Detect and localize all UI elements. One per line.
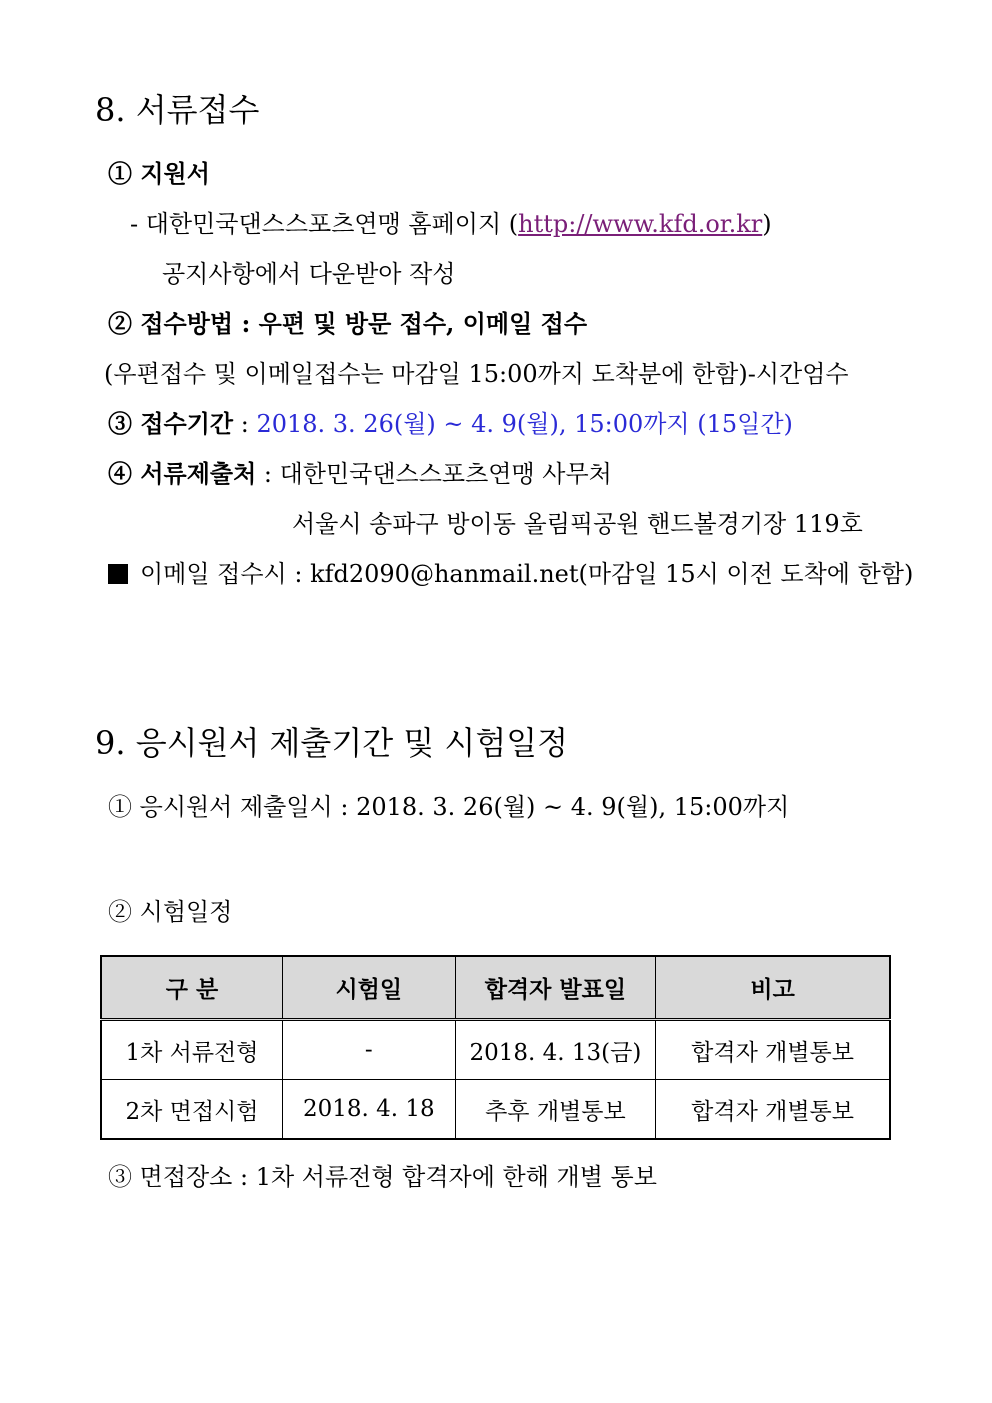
- cell-exam-date: -: [282, 1020, 455, 1080]
- table-row: [101, 1020, 890, 1080]
- header-remarks: 비고: [656, 956, 890, 1020]
- submission-period-value: 2018. 3. 26(월) ~ 4. 9(월), 15:00까지 (15일간): [256, 410, 793, 438]
- submission-period-sep: :: [233, 410, 257, 438]
- submission-note: (우편접수 및 이메일접수는 마감일 15:00까지 도착분에 한함)-시간엄수: [104, 360, 849, 388]
- submission-place-value: : 대한민국댄스스포츠연맹 사무처: [256, 460, 612, 488]
- item-submission-place: [108, 457, 612, 491]
- header-category: 구 분: [101, 956, 282, 1020]
- homepage-prefix: - 대한민국댄스스포츠연맹 홈페이지 (: [130, 210, 519, 238]
- item-interview-location: ③ 면접장소 : 1차 서류전형 합격자에 한해 개별 통보: [108, 1163, 657, 1191]
- homepage-suffix: ): [762, 210, 772, 238]
- cell-announcement-date: 추후 개별통보: [455, 1080, 656, 1140]
- homepage-line: [130, 207, 772, 241]
- cell-category: 1차 서류전형: [101, 1020, 282, 1080]
- section9-title: 9. 응시원서 제출기간 및 시험일정: [95, 724, 569, 762]
- item-application-form: ① 지원서: [108, 159, 210, 188]
- email-line: [108, 557, 913, 591]
- table-header-row: [101, 956, 890, 1020]
- section8-title: 8. 서류접수: [95, 91, 260, 129]
- item-submission-method: ② 접수방법 : 우편 및 방문 접수, 이메일 접수: [108, 309, 588, 338]
- header-announcement-date: 합격자 발표일: [455, 956, 656, 1020]
- cell-category: 2차 면접시험: [101, 1080, 282, 1140]
- submission-period-label: ③ 접수기간: [108, 409, 234, 438]
- office-address: 서울시 송파구 방이동 올림픽공원 핸드볼경기장 119호: [292, 510, 863, 538]
- table-row: [101, 1080, 890, 1140]
- download-instruction: 공지사항에서 다운받아 작성: [162, 260, 456, 288]
- cell-exam-date: 2018. 4. 18: [282, 1080, 455, 1140]
- homepage-link[interactable]: http://www.kfd.or.kr: [518, 210, 763, 238]
- cell-remarks: 합격자 개별통보: [656, 1080, 890, 1140]
- black-square-icon: [108, 564, 128, 584]
- item-exam-schedule: ② 시험일정: [108, 898, 233, 926]
- cell-remarks: 합격자 개별통보: [656, 1020, 890, 1080]
- cell-announcement-date: 2018. 4. 13(금): [455, 1020, 656, 1080]
- email-line-text: 이메일 접수시 : kfd2090@hanmail.net(마감일 15시 이전 도착에 한함): [140, 560, 914, 588]
- item-submission-period: [108, 407, 793, 441]
- header-exam-date: 시험일: [282, 956, 455, 1020]
- submission-place-label: ④ 서류제출처: [108, 459, 257, 488]
- item-application-period: ① 응시원서 제출일시 : 2018. 3. 26(월) ~ 4. 9(월), 15:00까지: [108, 793, 790, 821]
- exam-schedule-table: [100, 955, 891, 1140]
